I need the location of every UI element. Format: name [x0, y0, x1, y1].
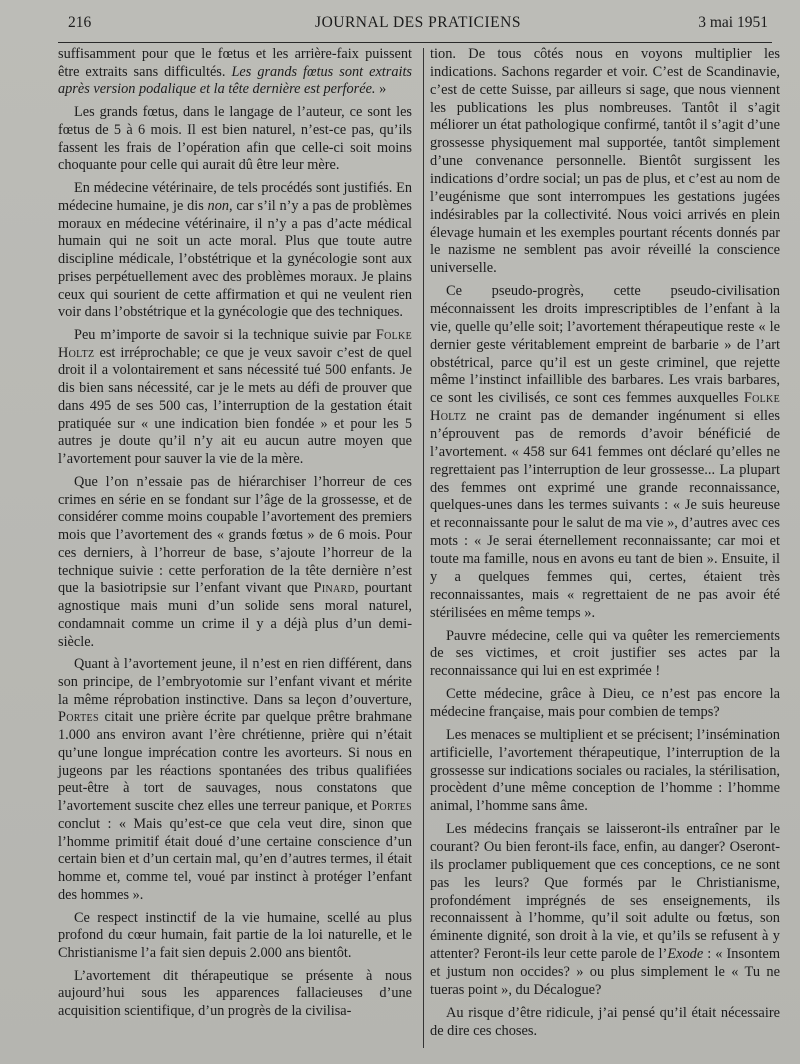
- text-run: Quant à l’avortement jeune, il n’est en rien différent, dans son principe, de l’embryotomie sur l’enfant vivant et mérite la même réprobation instinctive. Dans sa leçon d’ouverture,: [58, 656, 412, 708]
- text-run: suffisamment pour que le fœtus et les arrière-faix puissent être extraits sans difficultés.: [58, 46, 412, 80]
- paragraph: [58, 968, 412, 1021]
- paragraph: [430, 628, 780, 682]
- text-run: Ce respect instinctif de la vie humaine, scellé au plus profond du cœur humain, fait partie de la loi naturelle, et le Christianisme l’a fait sien depuis 2.000 ans bientôt.: [58, 909, 412, 961]
- paragraph: [430, 727, 780, 816]
- issue-date: 3 mai 1951: [698, 14, 768, 31]
- paragraph: [58, 656, 412, 904]
- text-run: Que l’on n’essaie pas de hiérarchiser l’horreur de ces crimes en série en se fondant sur l’âge de la grossesse, et de considérer comme moins coupable l’avortement des premiers mois que l’avortement des « grands fœtus » de 6 mois. Pour ces derniers, à l’horreur de base, s’ajoute l’horreur de la technique suivie : cette perforation de la tête dernière n’est que la basiotripsie sur l’enfant vivant que: [58, 473, 412, 597]
- text-run: Les médecins français se laisseront-ils entraîner par le courant? Ou bien feront-ils face, enfin, au danger? Oseront-ils proclamer publiquement que ces conceptions, ce ne sont pas les leurs? Que formés par le Christianisme, profondément imprégnés de ses enseignements, ils reconnaissent à l’homme, qu’il soit adulte ou fœtus, son éminente dignité, son droit à la vie, et qu’ils se refusent à y attenter? Feront-ils leur cette parole de l’: [430, 821, 780, 963]
- text-run: Peu m’importe de savoir si la technique suivie par: [74, 327, 376, 344]
- text-run: tion. De tous côtés nous en voyons multiplier les indications. Sachons regarder et voir. C’est de Scandinavie, c’est de cette Suisse, par ailleurs si sage, que nous viennent les publications les plus nombreuses. Tantôt il s’agit méliorer un état pathologique confirmé, tantôt il s’agit d’une grossesse physiquement mal supportée, tantôt simplement d’une convenance personnelle. Bientôt surgissent les indications d’ordre social; un pas de plus, et c’est au nom de l’eugénisme que sont interrompues les gestations jugées indésirables par la collectivité. Nous voici arrivés en plein élevage humain et les exemples pourtant récents donnés par le nazisme ne semblent pas avoir réveillé la conscience universelle.: [430, 46, 780, 277]
- text-run: : « Insontem et justum non occides? » ou plus simplement le « Tu ne tueras point », du Décalogue?: [430, 946, 781, 998]
- text-run: Les menaces se multiplient et se précisent; l’insémination artificielle, l’avortement thérapeutique, l’interruption de la grossesse sur indications sociales ou raciales, la stérilisation, procèdent d’une même conception de l’homme : l’homme animal, l’homme sans âme.: [430, 726, 780, 815]
- text-run: En médecine vétérinaire, de tels procédés sont justifiés. En médecine humaine, je dis: [58, 180, 412, 214]
- paragraph: [58, 104, 412, 175]
- italic-text: Exode: [667, 946, 704, 963]
- text-run: Au risque d’être ridicule, j’ai pensé qu’il était nécessaire de dire ces choses.: [430, 1004, 780, 1039]
- paragraph: [58, 910, 412, 963]
- text-run: , car s’il n’y a pas de problèmes moraux en médecine vétérinaire, il n’y a pas d’acte médical humain qui ne soit un acte moral. Plus que toute autre discipline médicale, l’obstétrique et la gynécologie sont aux prises perpétuellement avec des problèmes moraux. Je plains ceux qui sourient de cette affirmation et qui ne veulent rien voir dans l’obstétrique et la gynécologie que des techniques.: [58, 197, 412, 321]
- text-run: Ce pseudo-progrès, cette pseudo-civilisation méconnaissent les droits imprescriptibles de l’enfant à la vie, quelle qu’elle soit; l’avortement thérapeutique reste « le dernier geste véritablement empreint de barbarie » de l’art obstétrical, parce qu’il est un geste criminel, que rejette même l’instinct infaillible des barbares. Les vrais barbares, ce sont les civilisés, ce sont ces femmes auxquelles: [430, 283, 780, 407]
- text-run: est irréprochable; ce que je veux savoir c’est de quel droit il a volontairement et sans nécessité tué 500 enfants. Je dis bien sans nécessité, car je le mets au défi de prouver que dans 495 de ses 500 cas, l’interruption de la gestation était pratiquée sur « une indication bien fondée » et pour les 5 autres je doute qu’il n’y ait eu aucun autre moyen que l’avortement pour sauver la vie de la mère.: [58, 344, 412, 468]
- author-name: Portes: [371, 798, 412, 815]
- header-rule: [58, 42, 772, 43]
- paragraph: [58, 327, 412, 469]
- author-name: Folke Holtz: [430, 390, 780, 425]
- text-run: Cette médecine, grâce à Dieu, ce n’est pas encore la médecine française, mais pour combien de temps?: [430, 686, 780, 720]
- paragraph: [430, 821, 780, 1000]
- author-name: Folke Holtz: [58, 327, 412, 361]
- italic-text: Les grands fœtus sont extraits après version podalique et la tête dernière est perforée.: [58, 63, 412, 98]
- text-run: , pourtant agnostique mais muni d’un solide sens moral naturel, condamnait comme un crime il y a déjà plus d’un demi-siècle.: [58, 580, 413, 650]
- paragraph: [430, 46, 780, 278]
- author-name: Portes: [58, 709, 99, 726]
- italic-text: non: [207, 197, 229, 214]
- running-header: [68, 14, 768, 38]
- column-separator: [423, 48, 424, 1048]
- page-number: 216: [68, 14, 92, 31]
- paragraph: [430, 686, 780, 722]
- paragraph: [58, 46, 412, 99]
- paragraph: [430, 283, 780, 622]
- text-run: L’avortement dit thérapeutique se présente à nous aujourd’hui sous les apparences fallacieuses d’une acquisition scientifique, d’un progrès de la civilisa-: [58, 967, 412, 1020]
- author-name: Pinard: [313, 580, 356, 597]
- text-run: conclut : « Mais qu’est-ce que cela veut dire, sinon que l’homme primitif était doué d’une certaine conscience d’un certain bien et d’un certain mal, qu’en d’autres termes, il était homme et, comme tel, voué par instinct à protéger l’enfant des hommes ».: [58, 815, 412, 903]
- paragraph: [430, 1005, 780, 1041]
- right-column: [430, 46, 780, 1045]
- left-column: [58, 46, 412, 1026]
- paragraph: [58, 474, 412, 651]
- paragraph: [58, 180, 412, 322]
- text-run: ne craint pas de demander ingénument si elles n’éprouvent pas de remords d’avoir bénéficié de l’avortement. « 458 sur 641 femmes ont déclaré qu’elles ne regrettaient pas l’interruption de leur grossesse... La plupart des femmes ont exprimé une grande reconnaissance, quelques-unes dans les termes suivants : « Je suis heureuse et reconnaissante pour le salut de ma vie », d’autres avec ces mots : « Je serai éternellement reconnaissante; car moi et toute ma famille, nous en avons eu tant de bien ». Ensuite, il y a quelques femmes qui, certes, étaient très reconnaissantes, mais « regrettaient de ne pas avoir été stérilisées en même temps ».: [430, 408, 780, 621]
- text-run: citait une prière écrite par quelque prêtre brahmane 1.000 ans environ avant l’ère chrétienne, prière qui n’était qu’une longue imprécation contre les avorteurs. Si nous en jugeons par les réactions spontanées des tribus qualifiées peut-être à tort de sauvages, nous constatons que l’avortement suscite chez elles une terreur panique, et: [58, 709, 412, 815]
- text-run: Pauvre médecine, celle qui va quêter les remerciements de ses victimes, et croit justifier ses actes par la reconnaissance qui lui en est exprimée !: [430, 627, 780, 680]
- text-run: Les grands fœtus, dans le langage de l’auteur, ce sont les fœtus de 5 à 6 mois. Il est bien naturel, n’est-ce pas, qu’ils fassent les frais de l’opération afin que celle-ci soit moins choquante pour celle qui aurait dû être leur mère.: [58, 104, 412, 174]
- journal-title: JOURNAL DES PRATICIENS: [315, 14, 521, 31]
- text-run: »: [375, 81, 387, 98]
